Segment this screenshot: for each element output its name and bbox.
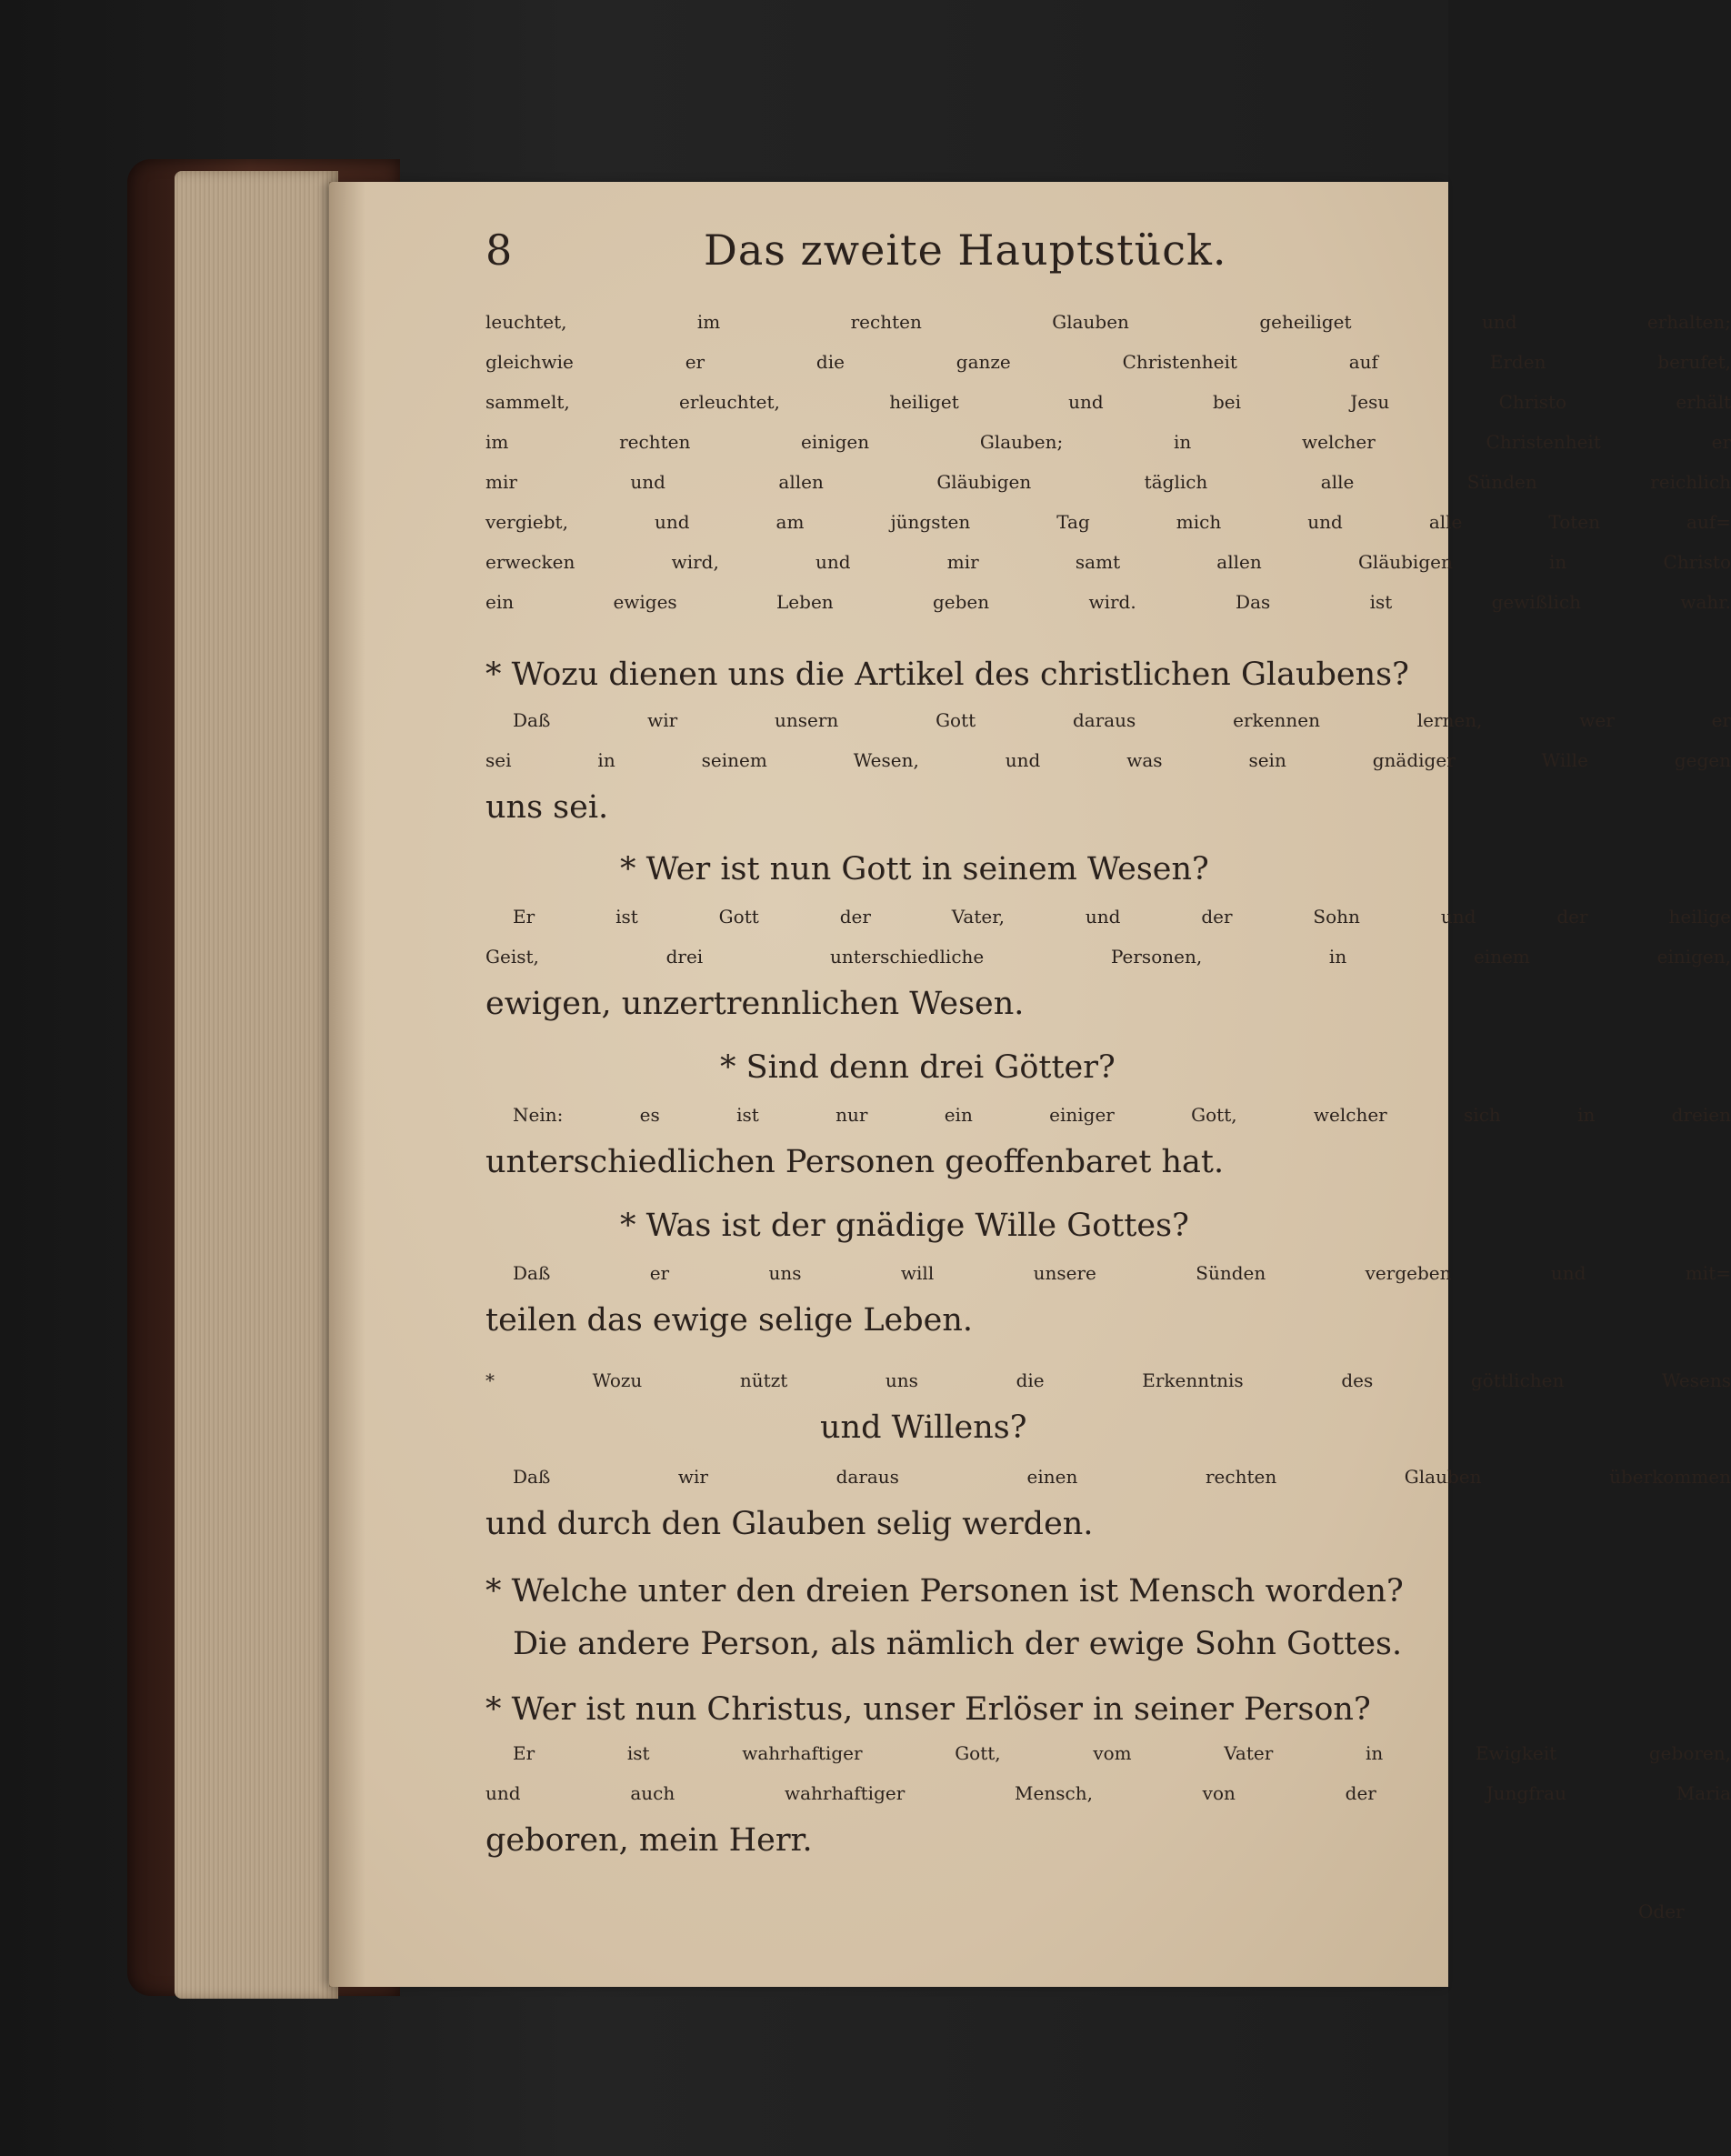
text-line: mir und allen Gläubigen täglich alle Sünden reichlich — [485, 471, 1731, 493]
answer-line: Daß wir daraus einen rechten Glauben überkommen — [513, 1466, 1731, 1488]
text-line: sammelt, erleuchtet, heiliget und bei Jesu Christo erhält — [485, 391, 1731, 413]
answer-line: geboren, mein Herr. — [485, 1822, 813, 1859]
answer-line: teilen das ewige selige Leben. — [485, 1302, 974, 1339]
page-edges — [175, 171, 338, 1999]
text-line: gleichwie er die ganze Christenheit auf Erden berufet, — [485, 351, 1731, 373]
answer-line: Er ist Gott der Vater, und der Sohn und der heilige — [513, 906, 1731, 928]
question: * Welche unter den dreien Personen ist Mensch worden? — [485, 1573, 1404, 1609]
answer-line: uns sei. — [485, 789, 609, 826]
running-head: Das zweite Hauptstück. — [704, 226, 1227, 275]
answer-line: Nein: es ist nur ein einiger Gott, welcher sich in dreien — [513, 1104, 1731, 1126]
question: * Was ist der gnädige Wille Gottes? — [620, 1208, 1189, 1244]
answer-line: und durch den Glauben selig werden. — [485, 1506, 1094, 1542]
page-number: 8 — [485, 226, 513, 275]
question: * Sind denn drei Götter? — [720, 1049, 1116, 1086]
question: * Wozu nützt uns die Erkenntnis des göttlichen Wesens — [485, 1369, 1731, 1391]
answer-line: Daß wir unsern Gott daraus erkennen lernen, wer er — [513, 709, 1731, 731]
answer-line: sei in seinem Wesen, und was sein gnädiger Wille gegen — [485, 749, 1731, 771]
book-page — [329, 182, 1731, 1987]
answer-line: unterschiedlichen Personen geoffenbaret hat. — [485, 1144, 1225, 1180]
text-line: erwecken wird, und mir samt allen Gläubigen in Christo — [485, 551, 1731, 573]
text-line: leuchtet, im rechten Glauben geheiliget und erhalten; — [485, 311, 1731, 333]
question: * Wozu dienen uns die Artikel des christlichen Glaubens? — [485, 657, 1409, 693]
answer-line: und auch wahrhaftiger Mensch, von der Jungfrau Maria — [485, 1782, 1731, 1804]
answer-line: Die andere Person, als nämlich der ewige Sohn Gottes. — [513, 1626, 1403, 1662]
question: und Willens? — [820, 1409, 1027, 1446]
text-line: vergiebt, und am jüngsten Tag mich und alle Toten auf= — [485, 511, 1731, 533]
catchword: Oder — [1638, 1900, 1685, 1922]
answer-line: ewigen, unzertrennlichen Wesen. — [485, 986, 1025, 1022]
question: * Wer ist nun Gott in seinem Wesen? — [620, 851, 1209, 887]
answer-line: Geist, drei unterschiedliche Personen, in einem einigen, — [485, 946, 1731, 968]
answer-line: Daß er uns will unsere Sünden vergeben und mit= — [513, 1262, 1731, 1284]
text-line: ein ewiges Leben geben wird. Das ist gewißlich wahr. — [485, 591, 1731, 613]
text-line: im rechten einigen Glauben; in welcher Christenheit er — [485, 431, 1731, 453]
answer-line: Er ist wahrhaftiger Gott, vom Vater in Ewigkeit geboren, — [513, 1742, 1731, 1764]
question: * Wer ist nun Christus, unser Erlöser in seiner Person? — [485, 1691, 1371, 1728]
gutter-shadow — [329, 182, 365, 1987]
